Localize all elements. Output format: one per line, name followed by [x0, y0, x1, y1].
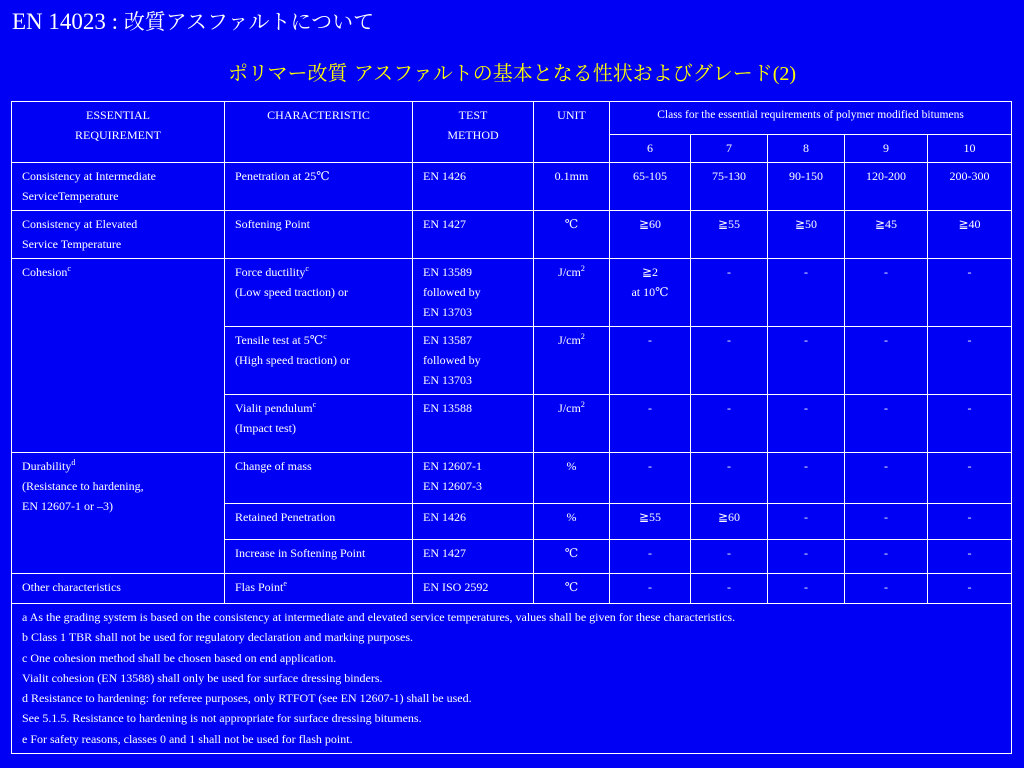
method-cell	[413, 259, 534, 327]
value-cell: -	[845, 395, 928, 453]
requirement-cell	[12, 163, 225, 211]
method-cell: EN 1427	[413, 540, 534, 574]
unit-cell	[534, 327, 610, 395]
method-cell: EN ISO 2592	[413, 574, 534, 604]
slide-subtitle	[0, 58, 1024, 89]
value-cell: -	[845, 504, 928, 540]
requirement-text: Consistency at Intermediate	[22, 169, 156, 183]
value-cell: -	[768, 504, 845, 540]
characteristic-text: Vialit pendulum	[235, 401, 313, 415]
header-text: REQUIREMENT	[75, 128, 161, 142]
method-cell: EN 1426	[413, 163, 534, 211]
value-cell: -	[610, 540, 691, 574]
value-cell: 90-150	[768, 163, 845, 211]
characteristic-text: Flas Point	[235, 580, 284, 594]
value-cell: -	[845, 259, 928, 327]
value-cell: -	[768, 574, 845, 604]
characteristic-cell	[225, 395, 413, 453]
value-cell: -	[845, 574, 928, 604]
value-cell: -	[928, 327, 1012, 395]
value-cell: -	[610, 574, 691, 604]
value-cell: -	[691, 540, 768, 574]
requirement-cell	[12, 211, 225, 259]
value-cell	[610, 259, 691, 327]
value-cell: -	[768, 453, 845, 504]
footnote-c-continued: Vialit cohesion (EN 13588) shall only be used for surface dressing binders.	[22, 670, 383, 685]
method-text: EN 12607-1	[423, 459, 482, 473]
method-text: EN 12607-3	[423, 479, 482, 493]
value-cell: -	[768, 327, 845, 395]
method-text: EN 13703	[423, 305, 472, 319]
subtitle-japanese: ポリマー改質 アスファルトの基本となる性状およびグレード	[227, 61, 773, 85]
footnote-d-continued: See 5.1.5. Resistance to hardening is not appropriate for surface dressing bitumens.	[22, 711, 422, 726]
value-cell: ≧60	[691, 504, 768, 540]
value-cell: 65-105	[610, 163, 691, 211]
method-cell: EN 1427	[413, 211, 534, 259]
requirement-text: Consistency at Elevated	[22, 217, 138, 231]
requirement-cell: Other characteristics	[12, 574, 225, 604]
footnote-marker: c	[305, 264, 309, 273]
unit-cell: ℃	[534, 574, 610, 604]
characteristic-cell: Retained Penetration	[225, 504, 413, 540]
method-cell	[413, 453, 534, 504]
value-cell: ≧40	[928, 211, 1012, 259]
title-prefix: EN 14023 :	[12, 9, 124, 34]
characteristic-cell	[225, 259, 413, 327]
requirement-text: Service Temperature	[22, 237, 122, 251]
footnote-marker: d	[71, 458, 76, 467]
slide-title	[12, 6, 374, 38]
specification-table	[11, 101, 1012, 754]
unit-cell: 0.1mm	[534, 163, 610, 211]
requirement-text: Durability	[22, 459, 72, 473]
notes-row	[12, 604, 1012, 754]
requirement-text: Cohesion	[22, 265, 68, 279]
header-row	[12, 102, 1012, 135]
unit-cell: %	[534, 453, 610, 504]
unit-text: J/cm	[558, 333, 581, 347]
unit-cell: ℃	[534, 540, 610, 574]
value-cell: 120-200	[845, 163, 928, 211]
method-cell	[413, 327, 534, 395]
value-cell: -	[610, 453, 691, 504]
value-cell: -	[928, 453, 1012, 504]
header-unit: UNIT	[534, 102, 610, 163]
method-text: followed by	[423, 353, 481, 367]
header-class-7: 7	[691, 135, 768, 163]
value-cell: ≧55	[691, 211, 768, 259]
requirement-text: (Resistance to hardening,	[22, 479, 144, 493]
title-japanese: 改質アスファルトについて	[123, 10, 375, 34]
header-text: METHOD	[447, 128, 499, 142]
header-class-10: 10	[928, 135, 1012, 163]
value-cell: -	[928, 540, 1012, 574]
characteristic-text: Tensile test at 5℃	[235, 333, 324, 347]
value-cell: -	[610, 395, 691, 453]
value-cell: -	[928, 504, 1012, 540]
value-cell: ≧55	[610, 504, 691, 540]
method-cell: EN 1426	[413, 504, 534, 540]
footnote-b: b Class 1 TBR shall not be used for regulatory declaration and marking purposes.	[22, 630, 414, 645]
unit-cell	[534, 395, 610, 453]
value-text: ≧2	[641, 265, 659, 279]
characteristic-text: Force ductility	[235, 265, 306, 279]
table-row	[12, 453, 1012, 504]
header-essential-requirement	[12, 102, 225, 163]
requirement-text: EN 12607-1 or –3)	[22, 499, 113, 513]
footnotes	[12, 604, 1012, 754]
header-text: ESSENTIAL	[86, 108, 150, 122]
footnote-marker: c	[323, 332, 327, 341]
requirement-cell	[12, 453, 225, 574]
unit-cell: ℃	[534, 211, 610, 259]
requirement-cell	[12, 259, 225, 453]
characteristic-cell: Softening Point	[225, 211, 413, 259]
characteristic-cell: Increase in Softening Point	[225, 540, 413, 574]
footnote-marker: e	[283, 579, 287, 588]
value-cell: -	[928, 395, 1012, 453]
footnote-c: c One cohesion method shall be chosen based on end application.	[22, 650, 337, 665]
header-class-title: Class for the essential requirements of polymer modified bitumens	[610, 102, 1012, 135]
method-text: EN 13587	[423, 333, 472, 347]
value-cell: -	[768, 395, 845, 453]
characteristic-text: (High speed traction) or	[235, 353, 350, 367]
footnote-marker: c	[67, 264, 71, 273]
table-row	[12, 211, 1012, 259]
header-text: TEST	[458, 108, 488, 122]
method-text: EN 13703	[423, 373, 472, 387]
value-cell: ≧50	[768, 211, 845, 259]
method-text: followed by	[423, 285, 481, 299]
table-row	[12, 574, 1012, 604]
value-cell: -	[768, 259, 845, 327]
characteristic-cell: Change of mass	[225, 453, 413, 504]
method-text: EN 13589	[423, 265, 472, 279]
header-characteristic: CHARACTERISTIC	[225, 102, 413, 163]
unit-cell	[534, 259, 610, 327]
value-cell: -	[928, 259, 1012, 327]
header-class-9: 9	[845, 135, 928, 163]
characteristic-cell	[225, 327, 413, 395]
value-cell: -	[691, 327, 768, 395]
method-cell: EN 13588	[413, 395, 534, 453]
value-cell: ≧60	[610, 211, 691, 259]
header-class-8: 8	[768, 135, 845, 163]
unit-text: J/cm	[558, 401, 581, 415]
value-cell: -	[845, 540, 928, 574]
value-cell: -	[691, 453, 768, 504]
unit-text: J/cm	[558, 265, 581, 279]
characteristic-cell: Penetration at 25℃	[225, 163, 413, 211]
value-text: at 10℃	[631, 285, 669, 299]
value-cell: -	[845, 453, 928, 504]
subtitle-suffix: (2)	[772, 63, 797, 85]
footnote-d: d Resistance to hardening: for referee purposes, only RTFOT (see EN 12607-1) shall be used.	[22, 691, 472, 706]
footnote-e: e For safety reasons, classes 0 and 1 shall not be used for flash point.	[22, 731, 353, 746]
value-cell: 75-130	[691, 163, 768, 211]
value-cell: -	[691, 259, 768, 327]
table-row	[12, 259, 1012, 327]
unit-exponent: 2	[580, 332, 585, 341]
value-cell: -	[845, 327, 928, 395]
characteristic-text: (Low speed traction) or	[235, 285, 348, 299]
requirement-text: ServiceTemperature	[22, 189, 119, 203]
footnote-marker: c	[312, 400, 317, 409]
header-test-method	[413, 102, 534, 163]
footnote-a: a As the grading system is based on the consistency at intermediate and elevated service temperatures, values shall be given for these characteristics.	[22, 610, 736, 624]
value-cell: -	[928, 574, 1012, 604]
header-class-6: 6	[610, 135, 691, 163]
unit-exponent: 2	[580, 264, 585, 273]
value-cell: -	[768, 540, 845, 574]
unit-cell: %	[534, 504, 610, 540]
value-cell: -	[691, 395, 768, 453]
value-cell: 200-300	[928, 163, 1012, 211]
value-cell: -	[691, 574, 768, 604]
characteristic-text: (Impact test)	[235, 421, 296, 435]
table-row	[12, 163, 1012, 211]
value-cell: ≧45	[845, 211, 928, 259]
characteristic-cell	[225, 574, 413, 604]
value-cell: -	[610, 327, 691, 395]
unit-exponent: 2	[580, 400, 585, 409]
